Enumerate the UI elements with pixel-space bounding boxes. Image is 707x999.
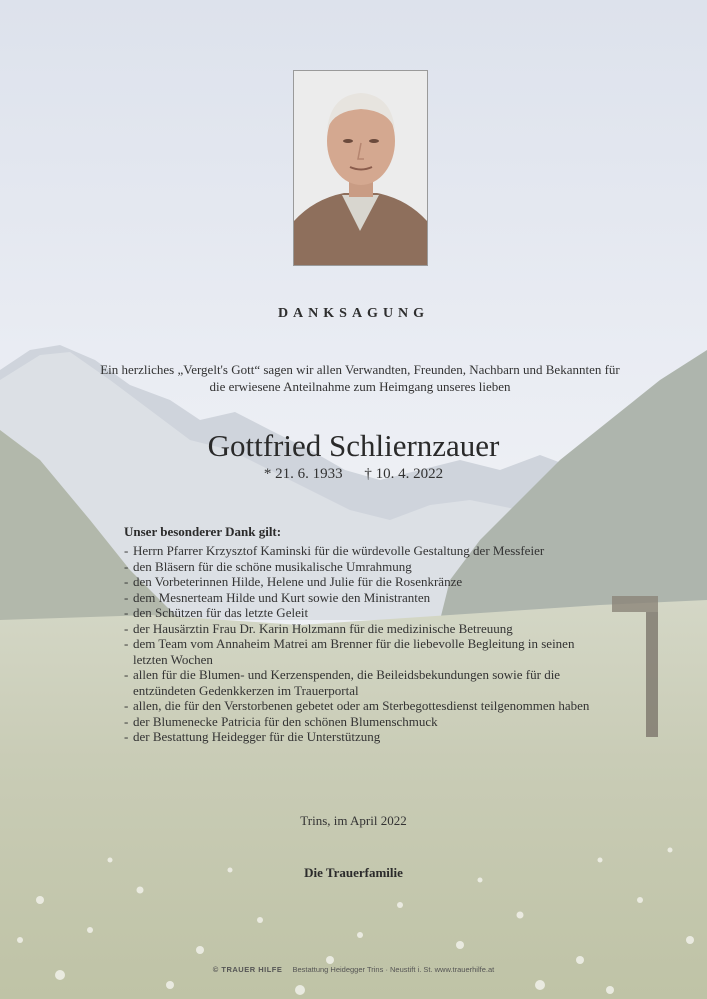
thanks-list xyxy=(124,543,594,745)
list-item: - dem Team vom Annaheim Matrei am Brenner für die liebevolle Begleitung in seinen letzten Wochen xyxy=(124,636,575,667)
list-item: - der Bestattung Heidegger für die Unterstützung xyxy=(124,729,381,744)
list-item: - der Blumenecke Patricia für den schönen Blumenschmuck xyxy=(124,713,438,729)
list-item: - allen für die Blumen- und Kerzenspenden, die Beileidsbekundungen sowie für die entzündeten Gedenkkerzen im Trauerportal xyxy=(124,667,561,698)
list-item: - den Bläsern für die schöne musikalische Umrahmung xyxy=(124,558,412,574)
place-date: Trins, im April 2022 xyxy=(300,813,407,828)
birth-date: * 21. 6. 1933 xyxy=(263,466,343,482)
footer xyxy=(0,965,707,974)
portrait-image xyxy=(294,71,427,265)
life-dates xyxy=(0,466,707,483)
list-item: - der Hausärztin Frau Dr. Karin Holzmann für die medizinische Betreuung xyxy=(124,620,513,636)
deceased-name: Gottfried Schliernzauer xyxy=(207,428,500,463)
list-item: - den Vorbeterinnen Hilde, Helene und Julie für die Rosenkränze xyxy=(124,574,463,589)
footer-logo: © TRAUER HILFE xyxy=(212,965,283,974)
list-item: - den Schützen für das letzte Geleit xyxy=(124,605,309,620)
list-item: - allen, die für den Verstorbenen gebetet oder am Sterbegottesdienst teilgenommen haben xyxy=(124,698,590,713)
portrait-photo xyxy=(293,70,428,266)
page-title: DANKSAGUNG xyxy=(277,306,430,321)
signature: Die Trauerfamilie xyxy=(304,865,403,880)
death-date: † 10. 4. 2022 xyxy=(364,466,444,482)
list-item: - Herrn Pfarrer Krzysztof Kaminski für die würdevolle Gestaltung der Messfeier xyxy=(124,543,545,558)
intro-text: Ein herzliches „Vergelt's Gott“ sagen wir allen Verwandten, Freunden, Nachbarn und Bekannten für die erwiesene Anteilnahme zum Heimgang unseres lieben xyxy=(100,362,620,394)
thanks-heading: Unser besonderer Dank gilt: xyxy=(124,524,282,539)
footer-text: Bestattung Heidegger Trins · Neustift i. St. www.trauerhilfe.at xyxy=(292,965,495,974)
list-item: - dem Mesnerteam Hilde und Kurt sowie den Ministranten xyxy=(124,589,431,605)
